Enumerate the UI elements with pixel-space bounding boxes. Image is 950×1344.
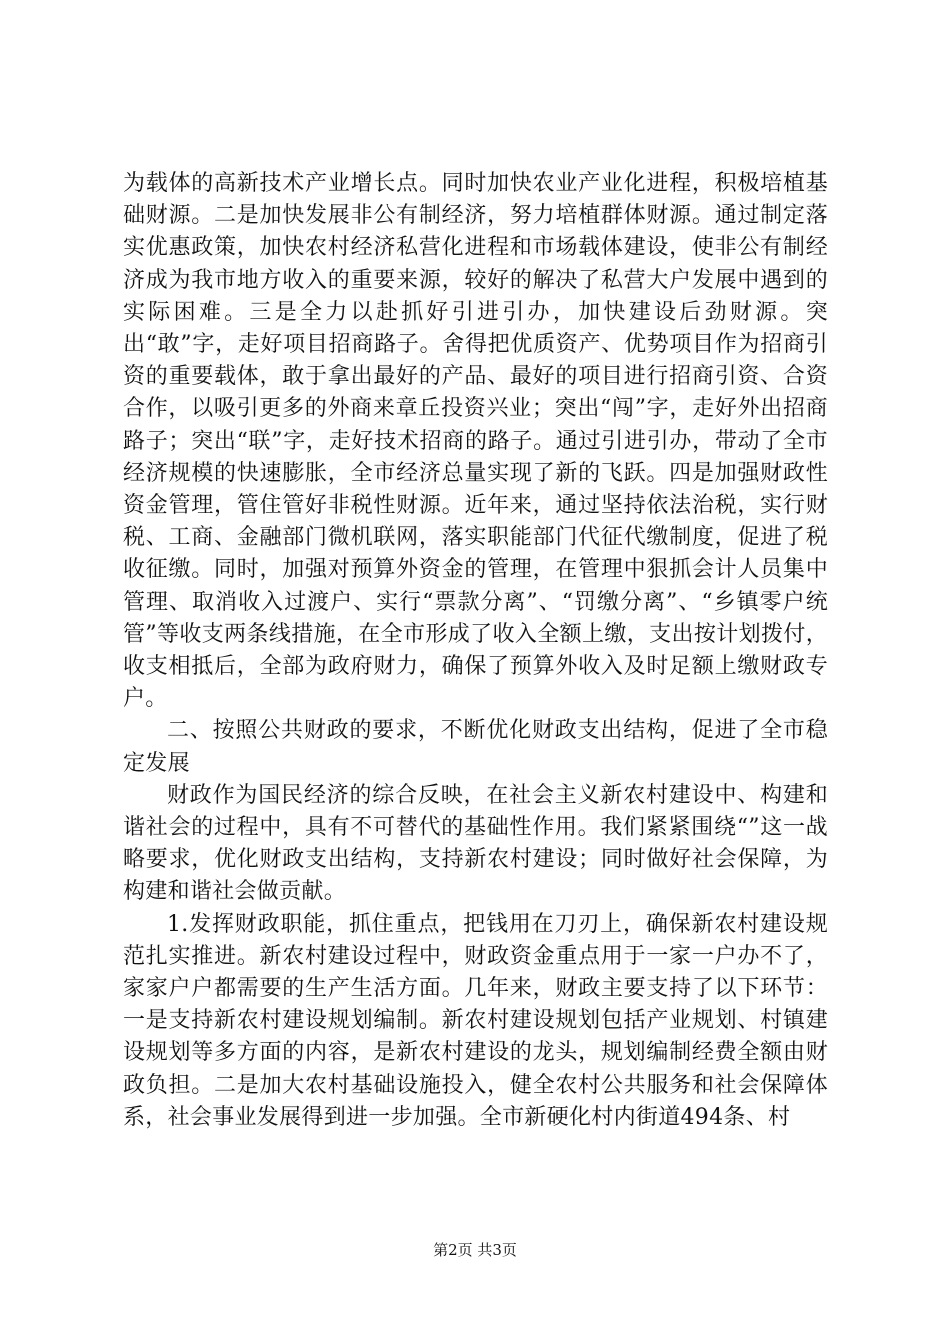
paragraph-continuation: 为载体的高新技术产业增长点。同时加快农业产业化进程，积极培植基础财源。二是加快发展非公有制经济，努力培植群体财源。通过制定落实优惠政策，加快农村经济私营化进程和市场载体建设，使非公有制经济成为我市地方收入的重要来源，较好的解决了私营大户发展中遇到的实际困难。三是全力以赴抓好引进引办，加快建设后劲财源。突出“敢”字，走好项目招商路子。舍得把优质资产、优势项目作为招商引资的重要载体，敢于拿出最好的产品、最好的项目进行招商引资、合资合作，以吸引更多的外商来章丘投资兴业；突出“闯”字，走好外出招商路子；突出“联”字，走好技术招商的路子。通过引进引办，带动了全市经济规模的快速膨胀，全市经济总量实现了新的飞跃。四是加强财政性资金管理，管住管好非税性财源。近年来，通过坚持依法治税，实行财税、工商、金融部门微机联网，落实职能部门代征代缴制度，促进了税收征缴。同时，加强对预算外资金的管理，在管理中狠抓会计人员集中管理、取消收入过渡户、实行“票款分离”、“罚缴分离”、“乡镇零户统管”等收支两条线措施，在全市形成了收入全额上缴，支出按计划拨付，收支相抵后，全部为政府财力，确保了预算外收入及时足额上缴财政专户。	[123, 171, 828, 712]
page-footer: 第2页 共3页	[433, 1241, 517, 1259]
document-body	[123, 168, 828, 1134]
paragraph-item-one: 1.发挥财政职能，抓住重点，把钱用在刀刃上，确保新农村建设规范扎实推进。新农村建设过程中，财政资金重点用于一家一户办不了，家家户户都需要的生产生活方面。几年来，财政主要支持了以下环节：一是支持新农村建设规划编制。新农村建设规划包括产业规划、村镇建设规划等多方面的内容，是新农村建设的龙头，规划编制经费全额由财政负担。二是加大农村基础设施投入，健全农村公共服务和社会保障体系，社会事业发展得到进一步加强。全市新硬化村内街道494条、村	[123, 911, 828, 1130]
paragraph-fiscal-role: 财政作为国民经济的综合反映，在社会主义新农村建设中、构建和谐社会的过程中，具有不可替代的基础性作用。我们紧紧围绕“”这一战略要求，优化财政支出结构，支持新农村建设；同时做好社会保障，为构建和谐社会做贡献。	[123, 782, 828, 905]
section-heading-two: 二、按照公共财政的要求，不断优化财政支出结构，促进了全市稳定发展	[123, 718, 828, 776]
